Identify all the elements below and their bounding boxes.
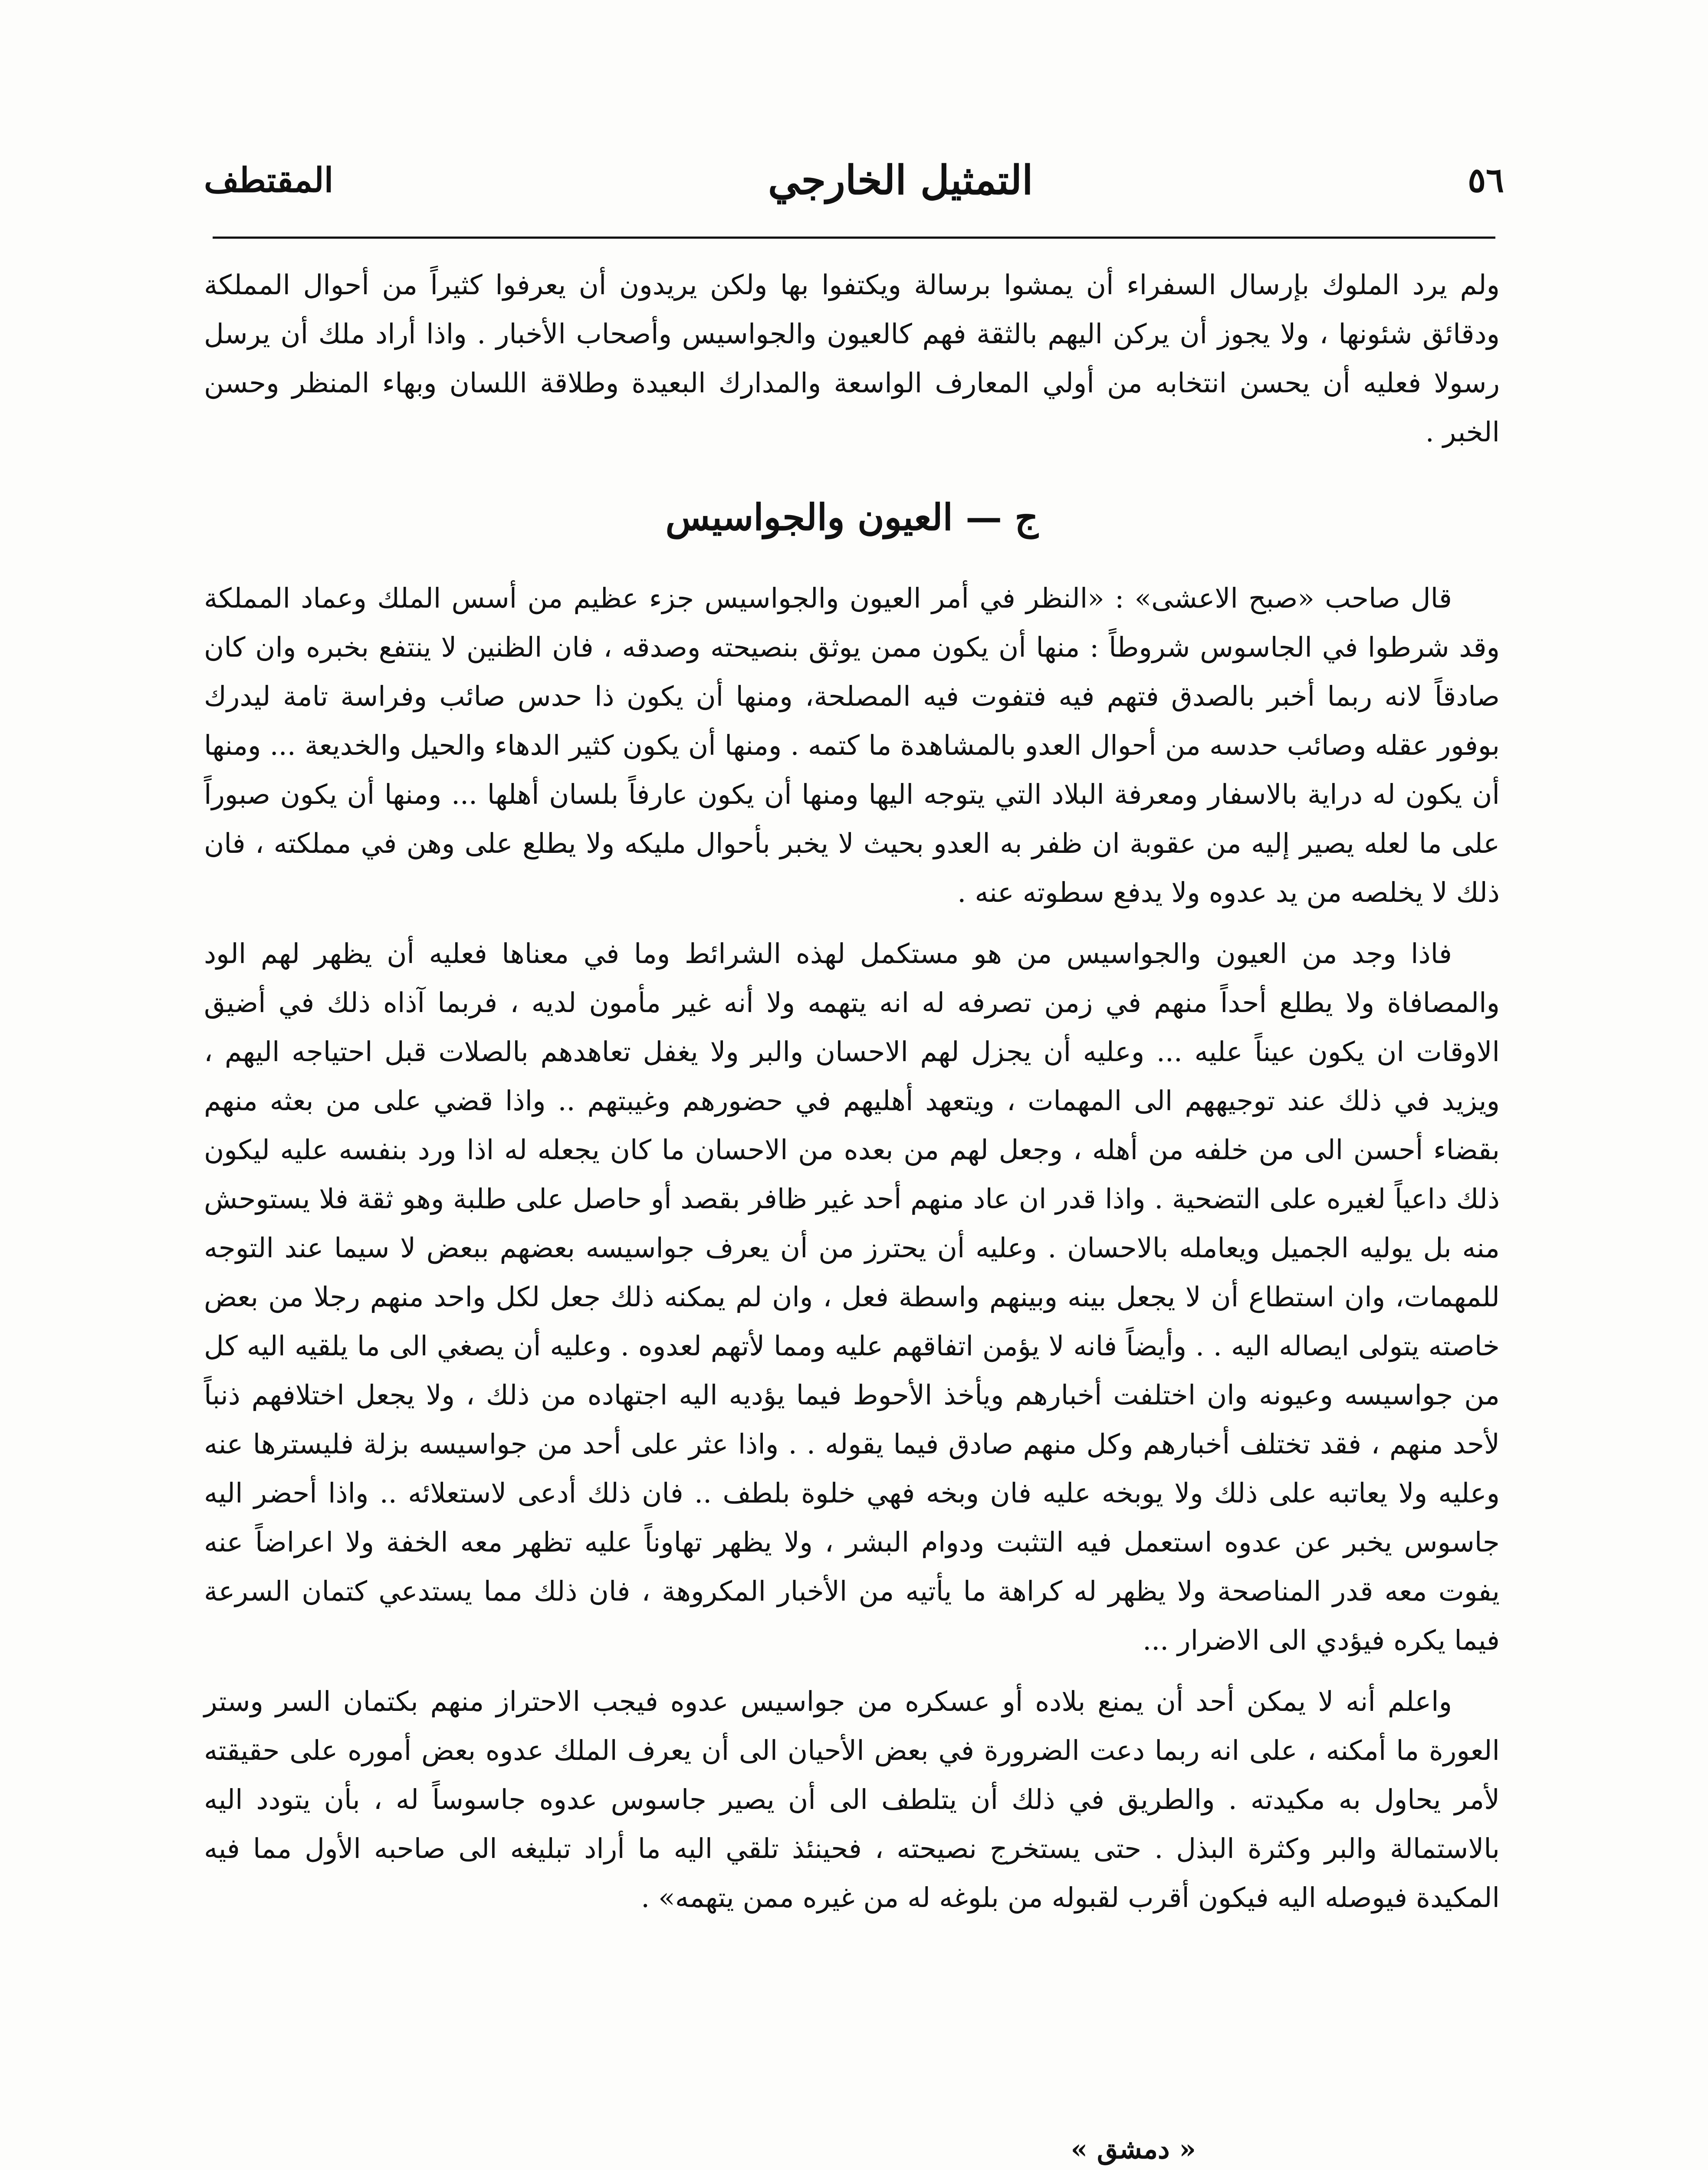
article-body (204, 260, 1500, 1922)
page-number: ٥٦ (1468, 160, 1504, 200)
paragraph: فاذا وجد من العيون والجواسيس من هو مستكمل لهذه الشرائط وما في معناها فعليه أن يظهر لهم الود والمصافاة ولا يطلع أحداً منهم في زمن تصرفه له انه يتهمه ولا أنه غير مأمون لديه ، فربما آذاه ذلك في أضيق الاوقات ان يكون عيناً عليه ... وعليه أن يجزل لهم الاحسان والبر ولا يغفل تعاهدهم بالصلات قبل احتياجه اليهم ، ويزيد في ذلك عند توجيههم الى المهمات ، ويتعهد أهليهم في حضورهم وغيبتهم .. واذا قضي على من بعثه منهم بقضاء أحسن الى من خلفه من أهله ، وجعل لهم من بعده من الاحسان ما كان يجعله له اذا ورد بنفسه عليه ليكون ذلك داعياً لغيره على التضحية . واذا قدر ان عاد منهم أحد غير ظافر بقصد أو حاصل على طلبة وهو ثقة فلا يستوحش منه بل يوليه الجميل ويعامله بالاحسان . وعليه أن يحترز من أن يعرف جواسيسه بعضهم ببعض لا سيما عند التوجه للمهمات، وان استطاع أن لا يجعل بينه وبينهم واسطة فعل ، وان لم يمكنه ذلك جعل لكل واحد منهم رجلا من بعض خاصته يتولى ايصاله اليه . . وأيضاً فانه لا يؤمن اتفاقهم عليه ومما لأتهم لعدوه . وعليه أن يصغي الى ما يلقيه اليه كل من جواسيسه وعيونه وان اختلفت أخبارهم ويأخذ الأحوط فيما يؤديه اليه اجتهاده من ذلك ، ولا يجعل اختلافهم ذنباً لأحد منهم ، فقد تختلف أخبارهم وكل منهم صادق فيما يقوله . . واذا عثر على أحد من جواسيسه بزلة فليسترها عنه وعليه ولا يعاتبه على ذلك ولا يوبخه عليه فان وبخه فهي خلوة بلطف .. فان ذلك أدعى لاستعلائه .. واذا أحضر اليه جاسوس يخبر عن عدوه استعمل فيه التثبت ودوام البشر ، ولا يظهر تهاوناً عليه تظهر معه الخفة ولا اعراضاً عنه يفوت معه قدر المناصحة ولا يظهر له كراهة ما يأتيه من الأخبار المكروهة ، فان ذلك مما يستدعي كتمان السرعة فيما يكره فيؤدي الى الاضرار ... (204, 938, 1500, 1656)
paragraph: واعلم أنه لا يمكن أحد أن يمنع بلاده أو عسكره من جواسيس عدوه فيجب الاحتراز منهم بكتمان السر وستر العورة ما أمكنه ، على انه ربما دعت الضرورة في بعض الأحيان الى أن يعرف الملك عدوه بعض أموره على حقيقته لأمر يحاول به مكيدته . والطريق في ذلك أن يتلطف الى أن يصير جاسوس عدوه جاسوساً له ، بأن يتودد اليه بالاستمالة والبر وكثرة البذل . حتى يستخرج نصيحته ، فحينئذ تلقي اليه ما أراد تبليغه الى صاحبه الأول مما فيه المكيدة فيوصله اليه فيكون أقرب لقبوله من بلوغه له من غيره ممن يتهمه» . (204, 1686, 1500, 1914)
journal-name: المقتطف (204, 160, 334, 200)
intro-paragraph: ولم يرد الملوك بإرسال السفراء أن يمشوا برسالة ويكتفوا بها ولكن يريدون أن يعرفوا كثيراً من أحوال المملكة ودقائق شئونها ، ولا يجوز أن يركن اليهم بالثقة فهم كالعيون والجواسيس وأصحاب الأخبار . واذا أراد ملك أن يرسل رسولا فعليه أن يحسن انتخابه من أولي المعارف الواسعة والمدارك البعيدة وطلاقة اللسان وبهاء المنظر وحسن الخبر . (204, 269, 1500, 448)
page-header (204, 148, 1504, 213)
place-signature: « دمشق » (1071, 2133, 1196, 2165)
paragraph: قال صاحب «صبح الاعشى» : «النظر في أمر العيون والجواسيس جزء عظيم من أسس الملك وعماد المملكة وقد شرطوا في الجاسوس شروطاً : منها أن يكون ممن يوثق بنصيحته وصدقه ، فان الظنين لا ينتفع بخبره وان كان صادقاً لانه ربما أخبر بالصدق فتهم فيه فتفوت فيه المصلحة، ومنها أن يكون ذا حدس صائب وفراسة تامة ليدرك بوفور عقله وصائب حدسه من أحوال العدو بالمشاهدة ما كتمه . ومنها أن يكون كثير الدهاء والحيل والخديعة ... ومنها أن يكون له دراية بالاسفار ومعرفة البلاد التي يتوجه اليها ومنها أن يكون عارفاً بلسان أهلها ... ومنها أن يكون صبوراً على ما لعله يصير إليه من عقوبة ان ظفر به العدو بحيث لا يخبر بأحوال مليكه ولا يطلع على وهن في مملكته ، فان ذلك لا يخلصه من يد عدوه ولا يدفع سطوته عنه . (204, 582, 1500, 908)
running-title: التمثيل الخارجي (768, 157, 1033, 204)
section-heading: ج — العيون والجواسيس (665, 496, 1038, 539)
header-rule (213, 237, 1495, 239)
